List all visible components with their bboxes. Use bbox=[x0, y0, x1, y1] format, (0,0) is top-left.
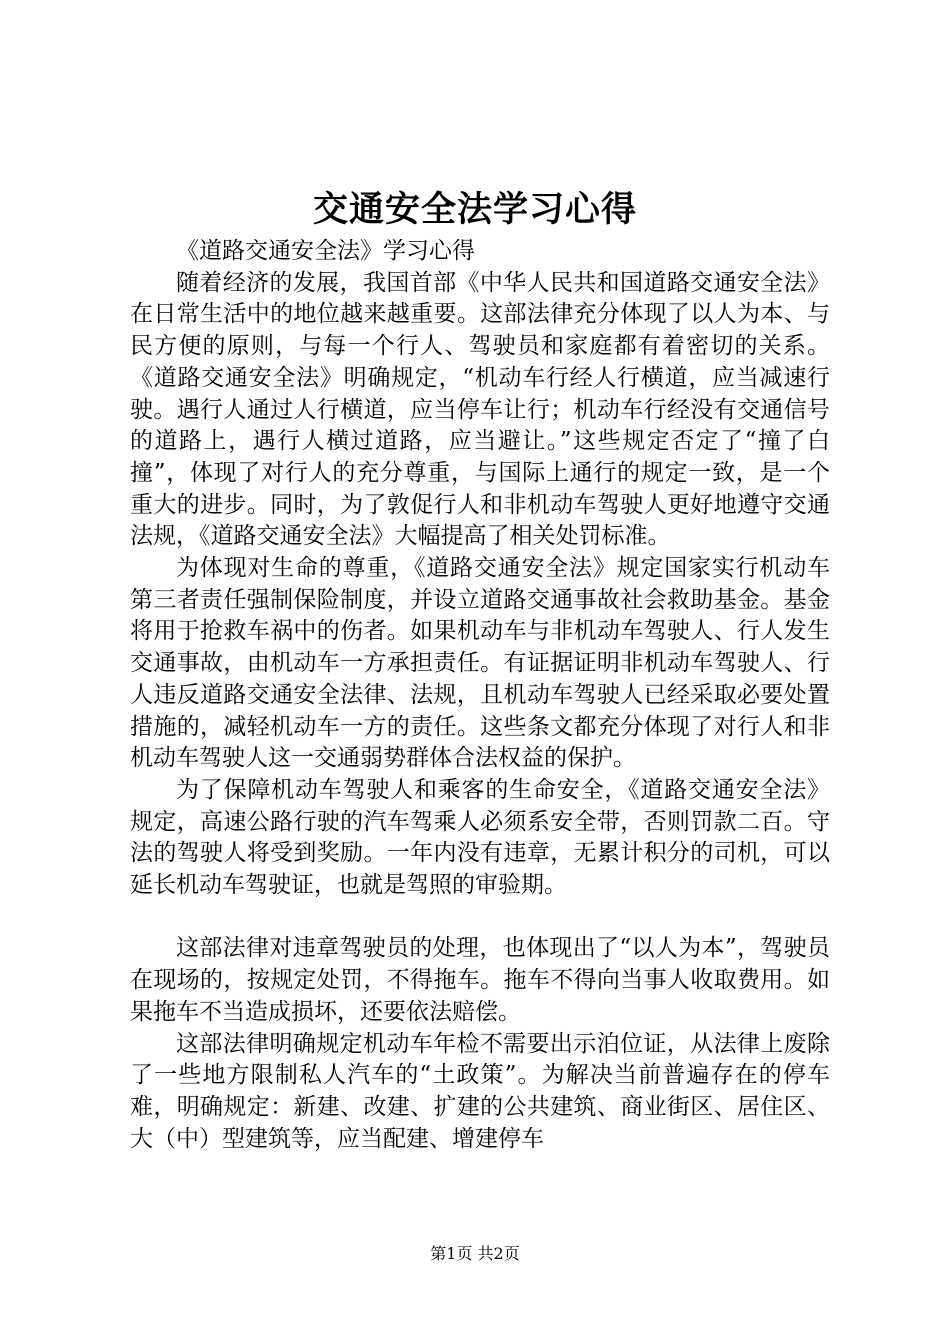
paragraph: 为了保障机动车驾驶人和乘客的生命安全，《道路交通安全法》规定，高速公路行驶的汽车驾乘人必须系安全带，否则罚款二百。守法的驾驶人将受到奖励。一年内没有违章，无累计积分的司机，可以延长机动车驾驶证，也就是驾照的审验期。 bbox=[130, 776, 830, 899]
paragraph: 随着经济的发展，我国首部《中华人民共和国道路交通安全法》在日常生活中的地位越来越重要。这部法律充分体现了以人为本、与民方便的原则，与每一个行人、驾驶员和家庭都有着密切的关系。《道路交通安全法》明确规定，“机动车行经人行横道，应当减速行驶。遇行人通过人行横道，应当停车让行；机动车行经没有交通信号的道路上，遇行人横过道路，应当避让。”这些规定否定了“撞了白撞”，体现了对行人的充分尊重，与国际上通行的规定一致，是一个重大的进步。同时，为了敦促行人和非机动车驾驶人更好地遵守交通法规，《道路交通安全法》大幅提高了相关处罚标准。 bbox=[130, 269, 830, 550]
document-subtitle: 《道路交通安全法》学习心得 bbox=[176, 238, 475, 264]
document-title: 交通安全法学习心得 bbox=[312, 189, 637, 230]
document-body bbox=[130, 236, 830, 1155]
paragraph: 这部法律对违章驾驶员的处理，也体现出了“以人为本”，驾驶员在现场的，按规定处罚，不得拖车。拖车不得向当事人收取费用。如果拖车不当造成损坏，还要依法赔偿。 bbox=[130, 935, 830, 1025]
paragraph: 为体现对生命的尊重，《道路交通安全法》规定国家实行机动车第三者责任强制保险制度，并设立道路交通事故社会救助基金。基金将用于抢救车祸中的伤者。如果机动车与非机动车驾驶人、行人发生交通事故，由机动车一方承担责任。有证据证明非机动车驾驶人、行人违反道路交通安全法律、法规，且机动车驾驶人已经采取必要处置措施的，减轻机动车一方的责任。这些条文都充分体现了对行人和非机动车驾驶人这一交通弱势群体合法权益的保护。 bbox=[130, 555, 830, 772]
page-number-footer: 第1页 共2页 bbox=[430, 1244, 520, 1263]
paragraph: 这部法律明确规定机动车年检不需要出示泊位证，从法律上废除了一些地方限制私人汽车的“土政策”。为解决当前普遍存在的停车难，明确规定：新建、改建、扩建的公共建筑、商业街区、居住区、大（中）型建筑等，应当配建、增建停车 bbox=[130, 1030, 830, 1152]
